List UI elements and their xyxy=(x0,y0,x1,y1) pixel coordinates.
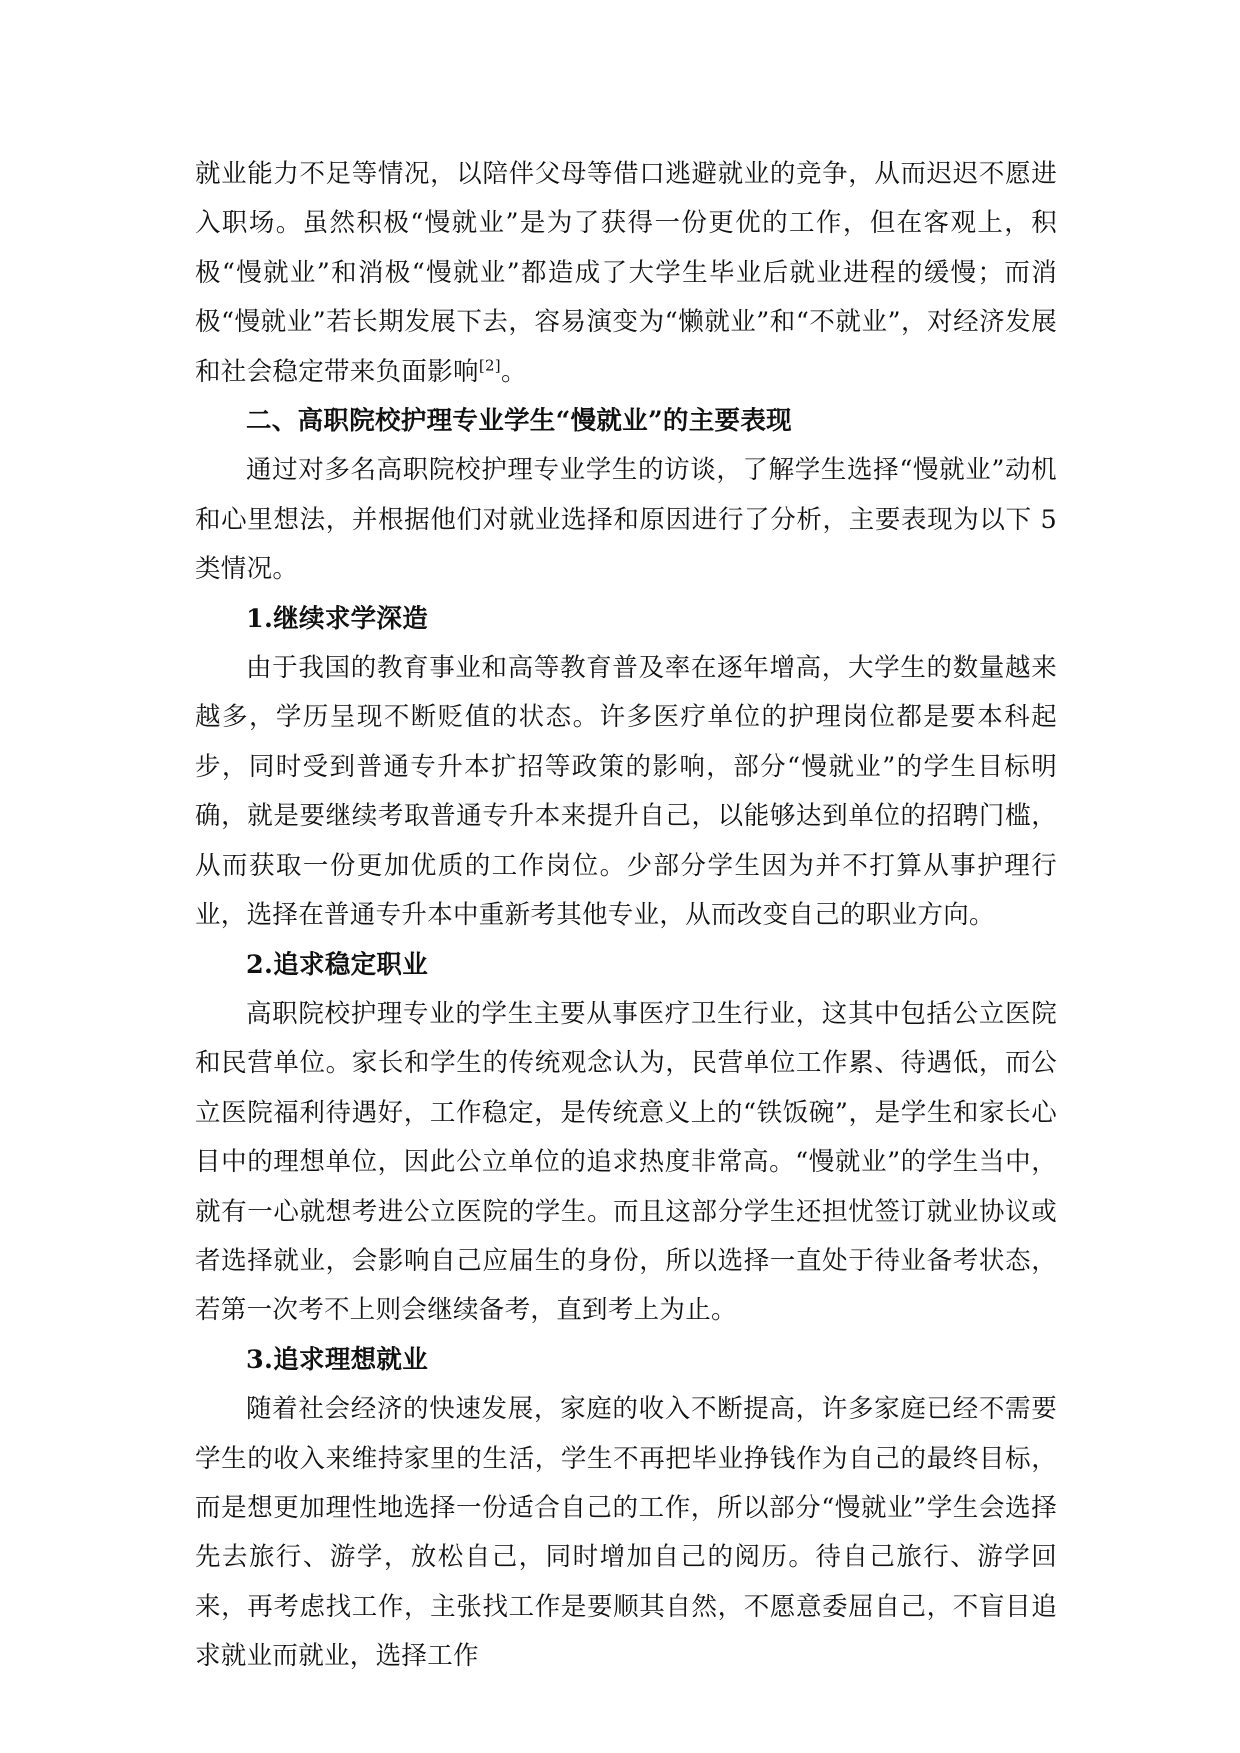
subsection-heading-2: 2.追求稳定职业 xyxy=(246,949,429,980)
document-page xyxy=(195,150,1057,1682)
paragraph-ideal-employment: 随着社会经济的快速发展，家庭的收入不断提高，许多家庭已经不需要学生的收入来维持家里的生活，学生不再把毕业挣钱作为自己的最终目标，而是想更加理性地选择一份适合自己的工作，所以部分“慢就业”学生会选择先去旅行、游学，放松自己，同时增加自己的阅历。待自己旅行、游学回来，再考虑找工作，主张找工作是要顺其自然，不愿意委屈自己，不盲目追求就业而就业，选择工作 xyxy=(195,1394,1057,1672)
paragraph-text: 就业能力不足等情况，以陪伴父母等借口逃避就业的竞争，从而迟迟不愿进入职场。虽然积极“慢就业”是为了获得一份更优的工作，但在客观上，积极“慢就业”和消极“慢就业”都造成了大学生毕业后就业进程的缓慢；而消极“慢就业”若长期发展下去，容易演变为“懒就业”和“不就业”，对经济发展和社会稳定带来负面影响 xyxy=(195,159,1057,387)
citation-mark: [2] xyxy=(478,356,501,375)
paragraph-continuation xyxy=(195,150,1057,397)
paragraph-end: 。 xyxy=(500,356,527,387)
subsection-heading-1: 1.继续求学深造 xyxy=(246,603,429,634)
paragraph-stable-career: 高职院校护理专业的学生主要从事医疗卫生行业，这其中包括公立医院和民营单位。家长和学生的传统观念认为，民营单位工作累、待遇低，而公立医院福利待遇好，工作稳定，是传统意义上的“铁饭碗”，是学生和家长心目中的理想单位，因此公立单位的追求热度非常高。“慢就业”的学生当中，就有一心就想考进公立医院的学生。而且这部分学生还担忧签订就业协议或者选择就业，会影响自己应届生的身份，所以选择一直处于待业备考状态，若第一次考不上则会继续备考，直到考上为止。 xyxy=(195,998,1057,1326)
paragraph-intro: 通过对多名高职院校护理专业学生的访谈，了解学生选择“慢就业”动机和心里想法，并根据他们对就业选择和原因进行了分析，主要表现为以下 5 类情况。 xyxy=(195,455,1057,585)
paragraph-further-study: 由于我国的教育事业和高等教育普及率在逐年增高，大学生的数量越来越多，学历呈现不断贬值的状态。许多医疗单位的护理岗位都是要本科起步，同时受到普通专升本扩招等政策的影响，部分“慢就业”的学生目标明确，就是要继续考取普通专升本来提升自己，以能够达到单位的招聘门槛，从而获取一份更加优质的工作岗位。少部分学生因为并不打算从事护理行业，选择在普通专升本中重新考其他专业，从而改变自己的职业方向。 xyxy=(195,653,1057,931)
subsection-heading-3: 3.追求理想就业 xyxy=(246,1344,429,1375)
section-heading: 二、高职院校护理专业学生“慢就业”的主要表现 xyxy=(246,406,792,437)
